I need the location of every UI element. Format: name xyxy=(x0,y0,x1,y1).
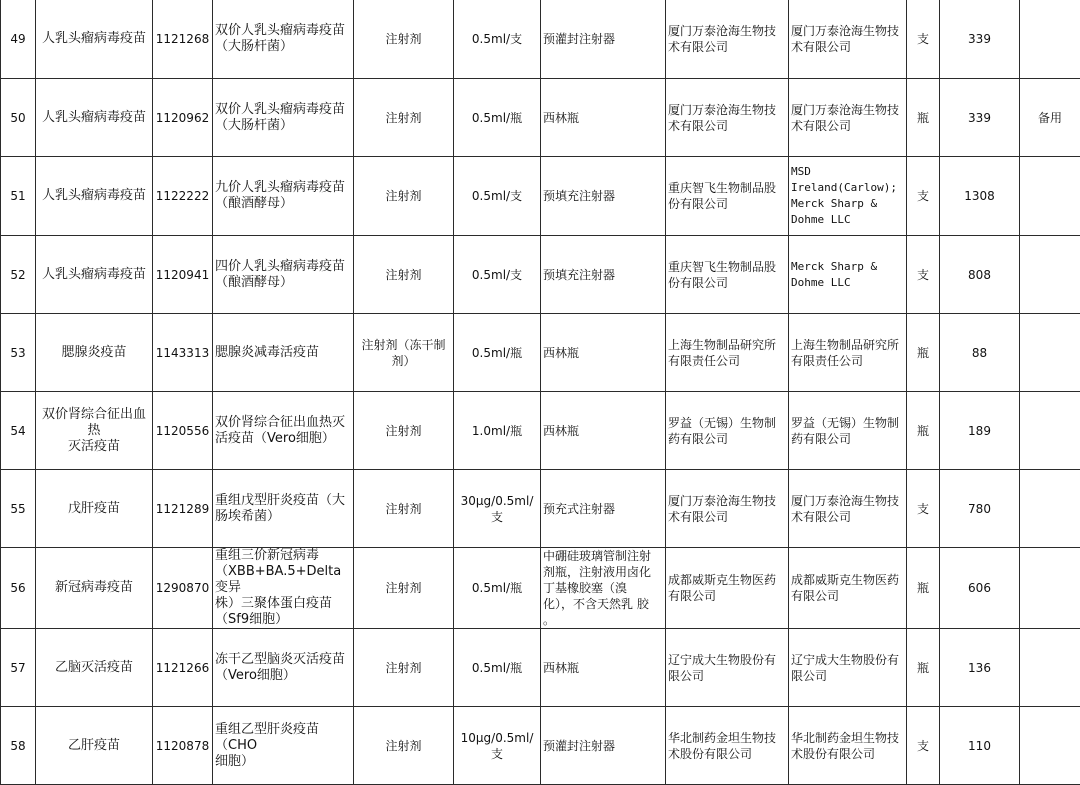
unit: 瓶 xyxy=(907,79,940,157)
table-row xyxy=(1,157,1080,236)
row-number: 49 xyxy=(1,0,36,79)
remark xyxy=(1020,392,1080,470)
unit: 瓶 xyxy=(907,629,940,707)
remark xyxy=(1020,0,1080,79)
price: 339 xyxy=(940,0,1020,79)
table-row xyxy=(1,548,1080,629)
manufacturer: 上海生物制品研究所 有限责任公司 xyxy=(789,314,907,392)
table-row xyxy=(1,629,1080,707)
remark xyxy=(1020,470,1080,548)
product-name: 四价人乳头瘤病毒疫苗 （酿酒酵母） xyxy=(213,236,354,314)
product-name: 冻干乙型脑炎灭活疫苗 （Vero细胞） xyxy=(213,629,354,707)
row-number: 50 xyxy=(1,79,36,157)
product-name: 双价人乳头瘤病毒疫苗 （大肠杆菌） xyxy=(213,79,354,157)
price: 339 xyxy=(940,79,1020,157)
specification: 0.5ml/瓶 xyxy=(454,548,541,629)
license-holder: 厦门万泰沧海生物技 术有限公司 xyxy=(666,79,789,157)
product-code: 1122222 xyxy=(153,157,213,236)
product-name: 双价人乳头瘤病毒疫苗 （大肠杆菌） xyxy=(213,0,354,79)
vaccine-name: 乙肝疫苗 xyxy=(36,707,153,785)
dosage-form: 注射剂（冻干制 剂） xyxy=(354,314,454,392)
packaging-material: 西林瓶 xyxy=(541,79,666,157)
dosage-form: 注射剂 xyxy=(354,707,454,785)
license-holder: 上海生物制品研究所 有限责任公司 xyxy=(666,314,789,392)
product-code: 1121266 xyxy=(153,629,213,707)
manufacturer: 厦门万泰沧海生物技 术有限公司 xyxy=(789,79,907,157)
product-name: 九价人乳头瘤病毒疫苗 （酿酒酵母） xyxy=(213,157,354,236)
table-row xyxy=(1,392,1080,470)
packaging-material: 预灌封注射器 xyxy=(541,707,666,785)
row-number: 58 xyxy=(1,707,36,785)
vaccine-name: 戊肝疫苗 xyxy=(36,470,153,548)
manufacturer: 厦门万泰沧海生物技 术有限公司 xyxy=(789,470,907,548)
unit: 支 xyxy=(907,470,940,548)
unit: 支 xyxy=(907,707,940,785)
product-code: 1120962 xyxy=(153,79,213,157)
remark xyxy=(1020,157,1080,236)
packaging-material: 西林瓶 xyxy=(541,314,666,392)
price: 606 xyxy=(940,548,1020,629)
remark xyxy=(1020,236,1080,314)
packaging-material: 中硼硅玻璃管制注射 剂瓶，注射液用卤化 丁基橡胶塞（溴 化），不含天然乳 胶 。 xyxy=(541,548,666,629)
unit: 瓶 xyxy=(907,392,940,470)
packaging-material: 预充式注射器 xyxy=(541,470,666,548)
specification: 30μg/0.5ml/ 支 xyxy=(454,470,541,548)
unit: 瓶 xyxy=(907,548,940,629)
product-code: 1120878 xyxy=(153,707,213,785)
row-number: 56 xyxy=(1,548,36,629)
unit: 支 xyxy=(907,157,940,236)
vaccine-name: 乙脑灭活疫苗 xyxy=(36,629,153,707)
specification: 0.5ml/瓶 xyxy=(454,629,541,707)
table-row xyxy=(1,0,1080,79)
product-code: 1290870 xyxy=(153,548,213,629)
price: 189 xyxy=(940,392,1020,470)
specification: 0.5ml/瓶 xyxy=(454,79,541,157)
product-name: 腮腺炎减毒活疫苗 xyxy=(213,314,354,392)
product-code: 1121289 xyxy=(153,470,213,548)
specification: 10μg/0.5ml/ 支 xyxy=(454,707,541,785)
unit: 支 xyxy=(907,236,940,314)
product-name: 重组戊型肝炎疫苗（大 肠埃希菌） xyxy=(213,470,354,548)
dosage-form: 注射剂 xyxy=(354,392,454,470)
specification: 1.0ml/瓶 xyxy=(454,392,541,470)
vaccine-name: 人乳头瘤病毒疫苗 xyxy=(36,79,153,157)
unit: 支 xyxy=(907,0,940,79)
vaccine-name: 双价肾综合征出血热 灭活疫苗 xyxy=(36,392,153,470)
dosage-form: 注射剂 xyxy=(354,470,454,548)
price: 110 xyxy=(940,707,1020,785)
product-name: 重组三价新冠病毒 （XBB+BA.5+Delta变异 株）三聚体蛋白疫苗 （Sf9细胞） xyxy=(213,548,354,629)
product-code: 1143313 xyxy=(153,314,213,392)
price: 1308 xyxy=(940,157,1020,236)
unit: 瓶 xyxy=(907,314,940,392)
table-row xyxy=(1,79,1080,157)
license-holder: 成都威斯克生物医药 有限公司 xyxy=(666,548,789,629)
manufacturer: MSD Ireland(Carlow); Merck Sharp & Dohme LLC xyxy=(789,157,907,236)
product-name: 双价肾综合征出血热灭 活疫苗（Vero细胞） xyxy=(213,392,354,470)
row-number: 53 xyxy=(1,314,36,392)
table-row xyxy=(1,470,1080,548)
dosage-form: 注射剂 xyxy=(354,236,454,314)
dosage-form: 注射剂 xyxy=(354,157,454,236)
remark xyxy=(1020,707,1080,785)
row-number: 52 xyxy=(1,236,36,314)
vaccine-name: 新冠病毒疫苗 xyxy=(36,548,153,629)
price: 780 xyxy=(940,470,1020,548)
license-holder: 辽宁成大生物股份有 限公司 xyxy=(666,629,789,707)
remark xyxy=(1020,548,1080,629)
packaging-material: 预填充注射器 xyxy=(541,157,666,236)
row-number: 54 xyxy=(1,392,36,470)
vaccine-name: 人乳头瘤病毒疫苗 xyxy=(36,236,153,314)
dosage-form: 注射剂 xyxy=(354,548,454,629)
license-holder: 罗益（无锡）生物制 药有限公司 xyxy=(666,392,789,470)
remark: 备用 xyxy=(1020,79,1080,157)
manufacturer: 华北制药金坦生物技 术股份有限公司 xyxy=(789,707,907,785)
product-name: 重组乙型肝炎疫苗（CHO 细胞） xyxy=(213,707,354,785)
packaging-material: 西林瓶 xyxy=(541,392,666,470)
product-code: 1120556 xyxy=(153,392,213,470)
table-row xyxy=(1,236,1080,314)
manufacturer: Merck Sharp & Dohme LLC xyxy=(789,236,907,314)
dosage-form: 注射剂 xyxy=(354,79,454,157)
table-row xyxy=(1,314,1080,392)
manufacturer: 辽宁成大生物股份有 限公司 xyxy=(789,629,907,707)
manufacturer: 罗益（无锡）生物制 药有限公司 xyxy=(789,392,907,470)
packaging-material: 预填充注射器 xyxy=(541,236,666,314)
product-code: 1120941 xyxy=(153,236,213,314)
manufacturer: 成都威斯克生物医药 有限公司 xyxy=(789,548,907,629)
license-holder: 华北制药金坦生物技 术股份有限公司 xyxy=(666,707,789,785)
table-body xyxy=(1,0,1080,785)
row-number: 51 xyxy=(1,157,36,236)
packaging-material: 西林瓶 xyxy=(541,629,666,707)
specification: 0.5ml/瓶 xyxy=(454,314,541,392)
price: 88 xyxy=(940,314,1020,392)
row-number: 57 xyxy=(1,629,36,707)
remark xyxy=(1020,314,1080,392)
specification: 0.5ml/支 xyxy=(454,236,541,314)
vaccine-name: 腮腺炎疫苗 xyxy=(36,314,153,392)
price: 808 xyxy=(940,236,1020,314)
specification: 0.5ml/支 xyxy=(454,157,541,236)
license-holder: 厦门万泰沧海生物技 术有限公司 xyxy=(666,470,789,548)
price: 136 xyxy=(940,629,1020,707)
packaging-material: 预灌封注射器 xyxy=(541,0,666,79)
manufacturer: 厦门万泰沧海生物技 术有限公司 xyxy=(789,0,907,79)
vaccine-name: 人乳头瘤病毒疫苗 xyxy=(36,0,153,79)
license-holder: 厦门万泰沧海生物技 术有限公司 xyxy=(666,0,789,79)
vaccine-name: 人乳头瘤病毒疫苗 xyxy=(36,157,153,236)
dosage-form: 注射剂 xyxy=(354,629,454,707)
row-number: 55 xyxy=(1,470,36,548)
license-holder: 重庆智飞生物制品股 份有限公司 xyxy=(666,157,789,236)
specification: 0.5ml/支 xyxy=(454,0,541,79)
remark xyxy=(1020,629,1080,707)
dosage-form: 注射剂 xyxy=(354,0,454,79)
product-code: 1121268 xyxy=(153,0,213,79)
table-row xyxy=(1,707,1080,785)
license-holder: 重庆智飞生物制品股 份有限公司 xyxy=(666,236,789,314)
